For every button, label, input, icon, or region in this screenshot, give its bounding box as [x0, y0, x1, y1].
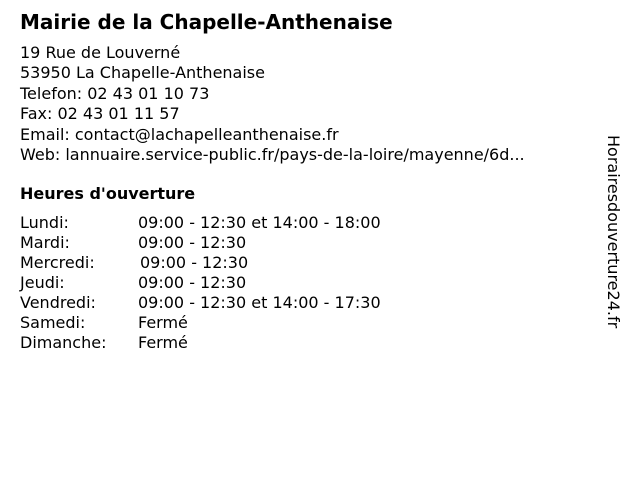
address-street: 19 Rue de Louverné	[20, 43, 181, 62]
day-hours: 09:00 - 12:30 et 14:00 - 17:30	[138, 293, 381, 312]
day-hours: 09:00 - 12:30	[140, 253, 249, 272]
website-link: Web: lannuaire.service-public.fr/pays-de-la-loire/mayenne/6d...	[20, 145, 525, 165]
site-watermark: Horairesdouverture24.fr	[604, 135, 623, 329]
hours-row-monday	[20, 213, 381, 233]
day-label: Samedi:	[20, 313, 86, 332]
hours-row-tuesday	[20, 233, 247, 253]
day-label: Lundi:	[20, 213, 69, 232]
day-label: Dimanche:	[20, 333, 107, 352]
day-label: Vendredi:	[20, 293, 96, 312]
day-hours: Fermé	[138, 333, 188, 352]
day-hours: 09:00 - 12:30	[138, 273, 247, 292]
phone-number: Telefon: 02 43 01 10 73	[20, 83, 210, 103]
address-city: 53950 La Chapelle-Anthenaise	[20, 63, 265, 83]
day-hours: Fermé	[138, 313, 188, 332]
opening-hours-list	[20, 213, 381, 353]
day-label: Mardi:	[20, 233, 70, 252]
hours-row-friday	[20, 293, 381, 313]
day-hours: 09:00 - 12:30	[138, 233, 247, 252]
hours-row-thursday	[20, 273, 247, 293]
hours-row-saturday	[20, 313, 188, 333]
fax-number: Fax: 02 43 01 11 57	[20, 104, 180, 124]
email-address: Email: contact@lachapelleanthenaise.fr	[20, 124, 339, 144]
day-label: Mercredi:	[20, 253, 95, 272]
contact-block	[20, 43, 525, 165]
page-title: Mairie de la Chapelle-Anthenaise	[20, 10, 393, 34]
day-hours: 09:00 - 12:30 et 14:00 - 18:00	[138, 213, 381, 232]
opening-hours-heading: Heures d'ouverture	[20, 184, 196, 203]
day-label: Jeudi:	[20, 273, 65, 292]
hours-row-wednesday	[20, 253, 249, 273]
hours-row-sunday	[20, 333, 188, 353]
